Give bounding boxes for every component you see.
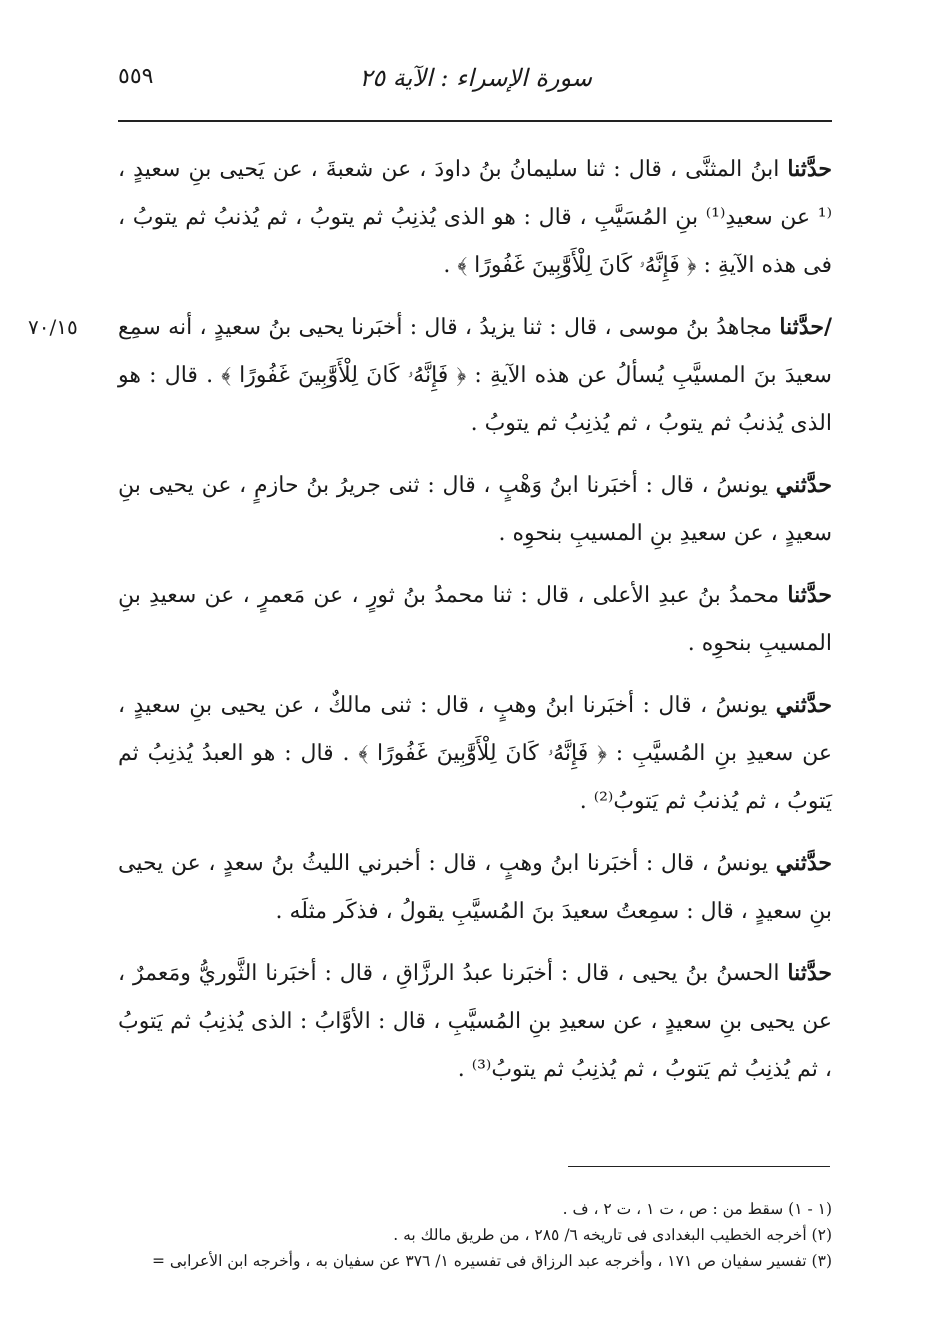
footnote: (٣) تفسير سفيان ص ١٧١ ، وأخرجه عبد الرزاق فى تفسيره ١/ ٣٧٦ عن سفيان به ، وأخرجه ابن الأعرابى = [151, 1252, 832, 1270]
narration-text: يونسُ ، قال : أخبَرنا ابنُ وَهْبٍ ، قال : ثنى جريرُ بنُ حازمٍ ، عن يحيى بنِ سعيدٍ ، عن سعيدِ بنِ المسيبِ بنحوِه . [118, 473, 832, 546]
narration-lead: حدَّثني [775, 472, 832, 498]
page-number: ٥٥٩ [118, 64, 154, 89]
footnote-rule [568, 1166, 830, 1167]
narration-text: يونسُ ، قال : أخبَرنا ابنُ وهبٍ ، قال : أخبرني الليثُ بنُ سعدٍ ، عن يحيى بنِ سعيدٍ ، قال : سمِعتُ سعيدَ بنَ المُسيَّبِ يقولُ ، فذكَر مثلَه . [118, 851, 832, 924]
page-header [118, 58, 832, 108]
running-title: سورة الإسراء : الآية ٢٥ [359, 64, 592, 92]
narration-text: محمدُ بنُ عبدِ الأعلى ، قال : ثنا محمدُ بنُ ثورٍ ، عن مَعمرٍ ، عن سعيدِ بنِ المسيبِ بنحوِه . [118, 583, 832, 656]
footnote: (٢) أخرجه الخطيب البغدادى فى تاريخه ٦/ ٢٨٥ ، من طريق مالك به . [393, 1226, 832, 1244]
hadith-paragraph [118, 839, 832, 936]
narration-lead: حدَّثنا [787, 582, 832, 608]
hadith-paragraph [118, 571, 832, 668]
hadith-paragraph [118, 681, 832, 826]
marginal-reference: ٧٠/١٥ [28, 315, 78, 339]
narration-lead: /حدَّثنا [779, 314, 832, 340]
narration-lead: حدَّثنا [787, 156, 832, 182]
narration-text: يونسُ ، قال : أخبَرنا ابنُ وهبٍ ، قال : ثنى مالكٌ ، عن يحيى بنِ سعيدٍ ، عن سعيدِ بنِ المُسيَّبِ : ﴿ فَإِنَّهُۥ كَانَ لِلْأَوَّٰبِينَ غَفُورًا ﴾ . قال : هو العبدُ يُذنِبُ ثم يَتوبُ ، ثم يُذنبُ ثم يَتوبُ⁽²⁾ . [118, 693, 832, 814]
main-text [118, 145, 832, 1107]
footnotes [112, 1196, 832, 1274]
hadith-paragraph [118, 303, 832, 448]
hadith-paragraph [118, 949, 832, 1094]
hadith-paragraph [118, 461, 832, 558]
hadith-paragraph [118, 145, 832, 290]
narration-text: ابنُ المثنَّى ، قال : ثنا سليمانُ بنُ داودَ ، عن شعبةَ ، عن يَحيى بنِ سعيدٍ ، ⁽¹ عن سعيدِ⁽¹⁾ بنِ المُسَيَّبِ ، قال : هو الذى يُذنِبُ ثم يتوبُ ، ثم يُذنبُ ثم يتوبُ ، فى هذه الآيةِ : ﴿ فَإِنَّهُۥ كَانَ لِلْأَوَّٰبِينَ غَفُورًا ﴾ . [118, 157, 833, 278]
footnote: (١ - ١) سقط من : ص ، ت ١ ، ت ٢ ، ف . [562, 1200, 832, 1218]
narration-lead: حدَّثني [775, 692, 832, 718]
narration-text: الحسنُ بنُ يحيى ، قال : أخبَرنا عبدُ الرزَّاقِ ، قال : أخبَرنا الثَّوريُّ ومَعمرٌ ، عن يحيى بنِ سعيدٍ ، عن سعيدِ بنِ المُسيَّبِ ، قال : الأوَّابُ : الذى يُذنِبُ ثم يَتوبُ ، ثم يُذنِبُ ثم يَتوبُ ، ثم يُذنِبُ ثم يتوبُ⁽³⁾ . [118, 961, 832, 1082]
narration-lead: حدَّثنا [787, 960, 832, 986]
narration-text: مجاهدُ بنُ موسى ، قال : ثنا يزيدُ ، قال : أخبَرنا يحيى بنُ سعيدٍ ، أنه سمِع سعيدَ بنَ المسيَّبِ يُسألُ عن هذه الآيةِ : ﴿ فَإِنَّهُۥ كَانَ لِلْأَوَّٰبِينَ غَفُورًا ﴾ . قال : هو الذى يُذنبُ ثم يتوبُ ، ثم يُذنِبُ ثم يتوبُ . [118, 315, 832, 436]
narration-lead: حدَّثني [775, 850, 832, 876]
header-rule [118, 120, 832, 122]
